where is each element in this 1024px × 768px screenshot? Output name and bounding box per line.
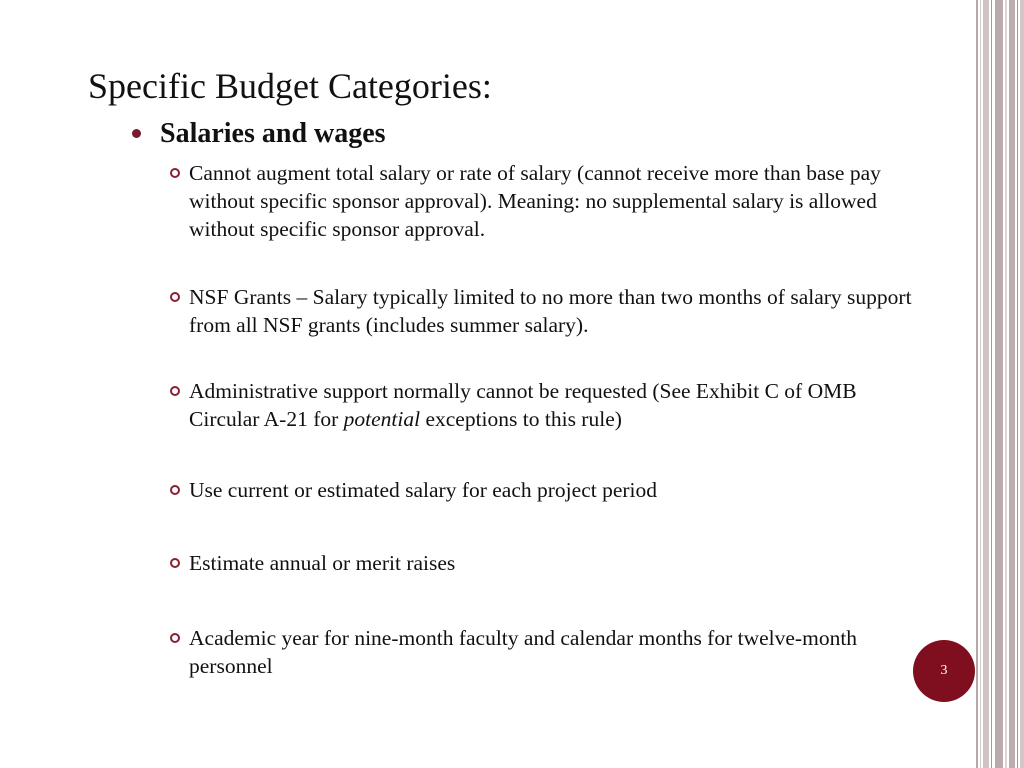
stripe: [1009, 0, 1015, 768]
bullet-item-nsf-grants: NSF Grants – Salary typically limited to no more than two months of salary support from all NSF grants (includes summer salary).: [189, 285, 912, 337]
item-emphasis: potential: [343, 407, 421, 431]
stripe: [1017, 0, 1018, 768]
stripe: [995, 0, 1003, 768]
ring-bullet-icon: [170, 386, 180, 396]
bullet-item-current-salary: Use current or estimated salary for each project period: [189, 478, 658, 502]
bullet-salaries-and-wages: Salaries and wages: [160, 118, 386, 149]
bullet-item-administrative-support: [189, 377, 929, 433]
ring-bullet-icon: [170, 633, 180, 643]
bullet-item-merit-raises: Estimate annual or merit raises: [189, 551, 456, 575]
bullet-item-cannot-augment: Cannot augment total salary or rate of salary (cannot receive more than base pay without specific sponsor approval). Meaning: no supplemental salary is allowed without specific sponsor approval.: [189, 161, 881, 241]
page-number: 3: [940, 663, 948, 678]
stripe: [991, 0, 992, 768]
page-number-badge: [913, 640, 975, 702]
slide-title: Specific Budget Categories:: [88, 66, 492, 106]
ring-bullet-icon: [170, 292, 180, 302]
decorative-stripes: [976, 0, 1024, 768]
ring-bullet-icon: [170, 485, 180, 495]
item-text: exceptions to this rule): [420, 407, 622, 431]
ring-bullet-icon: [170, 168, 180, 178]
stripe: [1005, 0, 1007, 768]
ring-bullet-icon: [170, 558, 180, 568]
bullet-item-academic-year: Academic year for nine-month faculty and calendar months for twelve-month personnel: [189, 626, 858, 678]
stripe: [976, 0, 978, 768]
filled-bullet-icon: [132, 129, 141, 138]
stripe: [983, 0, 989, 768]
item-text: Administrative support normally cannot be requested (See Exhibit C of OMB Circular A-21 for: [189, 379, 857, 431]
stripe: [980, 0, 981, 768]
stripe: [1020, 0, 1024, 768]
